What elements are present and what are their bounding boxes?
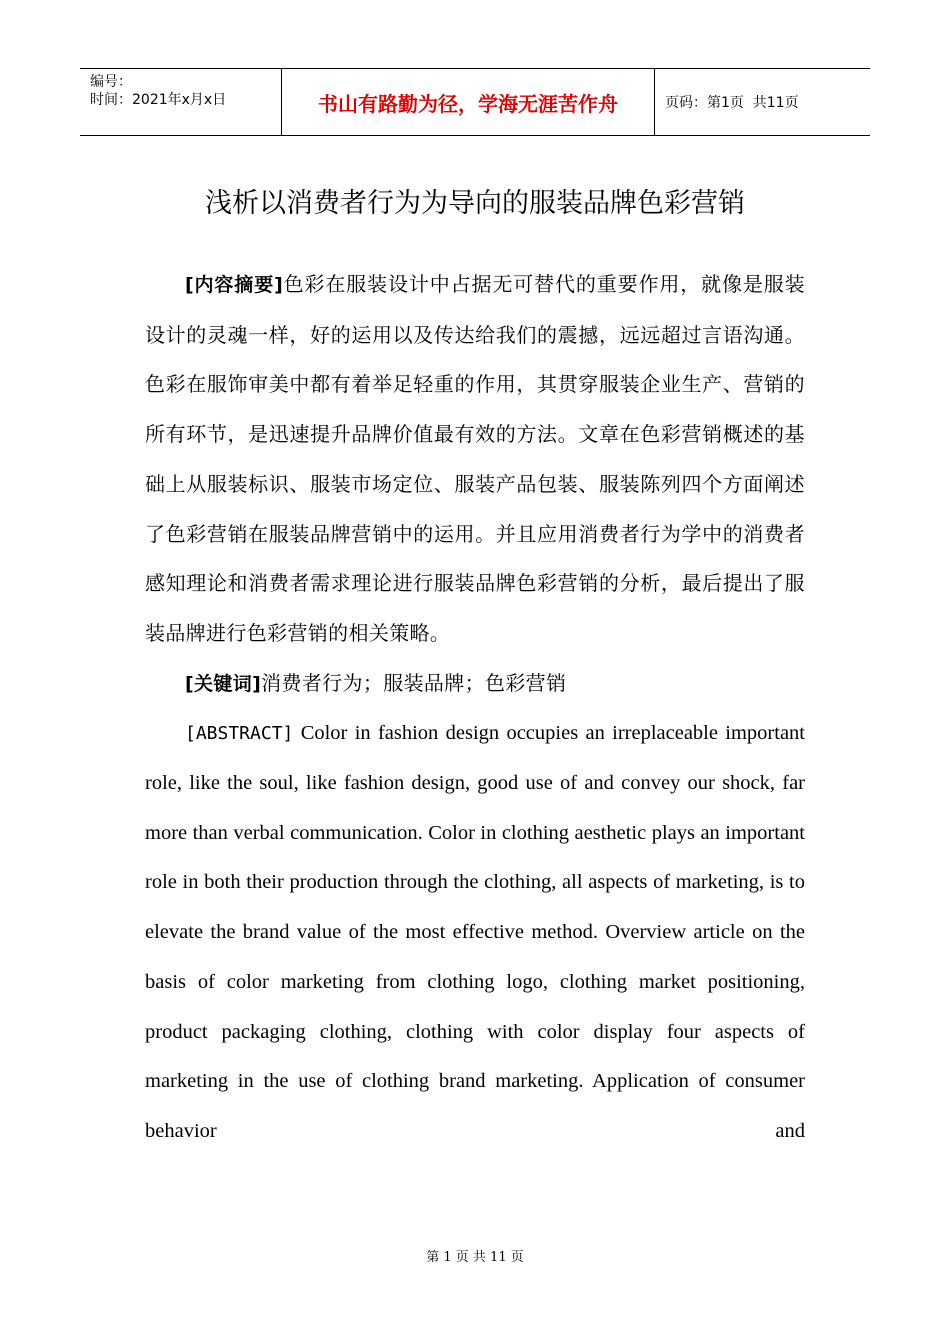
header-motto-cell bbox=[282, 69, 655, 135]
document-body bbox=[145, 260, 805, 1157]
time-label: 时间：2021年x月x日 bbox=[90, 92, 227, 108]
english-abstract-paragraph bbox=[145, 709, 805, 1156]
abstract-text: 色彩在服装设计中占据无可替代的重要作用，就像是服装设计的灵魂一样，好的运用以及传达给我们的震撼，远远超过言语沟通。色彩在服饰审美中都有着举足轻重的作用，其贯穿服装企业生产、营销的所有环节，是迅速提升品牌价值最有效的方法。文章在色彩营销概述的基础上从服装标识、服装市场定位、服装产品包装、服装陈列四个方面阐述了色彩营销在服装品牌营销中的运用。并且应用消费者行为学中的消费者感知理论和消费者需求理论进行服装品牌色彩营销的分析，最后提出了服装品牌进行色彩营销的相关策略。 bbox=[145, 272, 806, 645]
header-left-cell bbox=[80, 69, 282, 135]
page-footer: 第 1 页 共 11 页 bbox=[426, 1250, 524, 1265]
document-header bbox=[80, 68, 870, 136]
abstract-paragraph bbox=[145, 260, 805, 659]
abstract-label: [内容摘要] bbox=[185, 274, 284, 296]
page-info: 页码：第1页 共11页 bbox=[665, 95, 799, 111]
document-title: 浅析以消费者行为为导向的服装品牌色彩营销 bbox=[205, 188, 745, 220]
number-label: 编号： bbox=[90, 74, 132, 90]
english-abstract-label: [ABSTRACT] bbox=[185, 723, 294, 745]
keywords-text: 消费者行为；服装品牌；色彩营销 bbox=[261, 670, 567, 695]
header-page-cell bbox=[655, 69, 870, 135]
motto-text: 书山有路勤为径，学海无涯苦作舟 bbox=[318, 91, 618, 116]
keywords-label: [关键词] bbox=[185, 672, 262, 695]
english-abstract-text: Color in fashion design occupies an irreplaceable important role, like the soul, like fashion design, good use of and convey our shock, far more than verbal communication. Color in clothing aesthetic plays an important role in both their production through the clothing, all aspects of marketing, is to elevate the brand value of the most effective method. Overview article on the basis of color marketing from clothing logo, clothing market positioning, product packaging clothing, clothing with color display four aspects of marketing in the use of clothing brand marketing. Application of consumer behavior and bbox=[145, 722, 805, 1142]
keywords-paragraph bbox=[145, 659, 805, 710]
